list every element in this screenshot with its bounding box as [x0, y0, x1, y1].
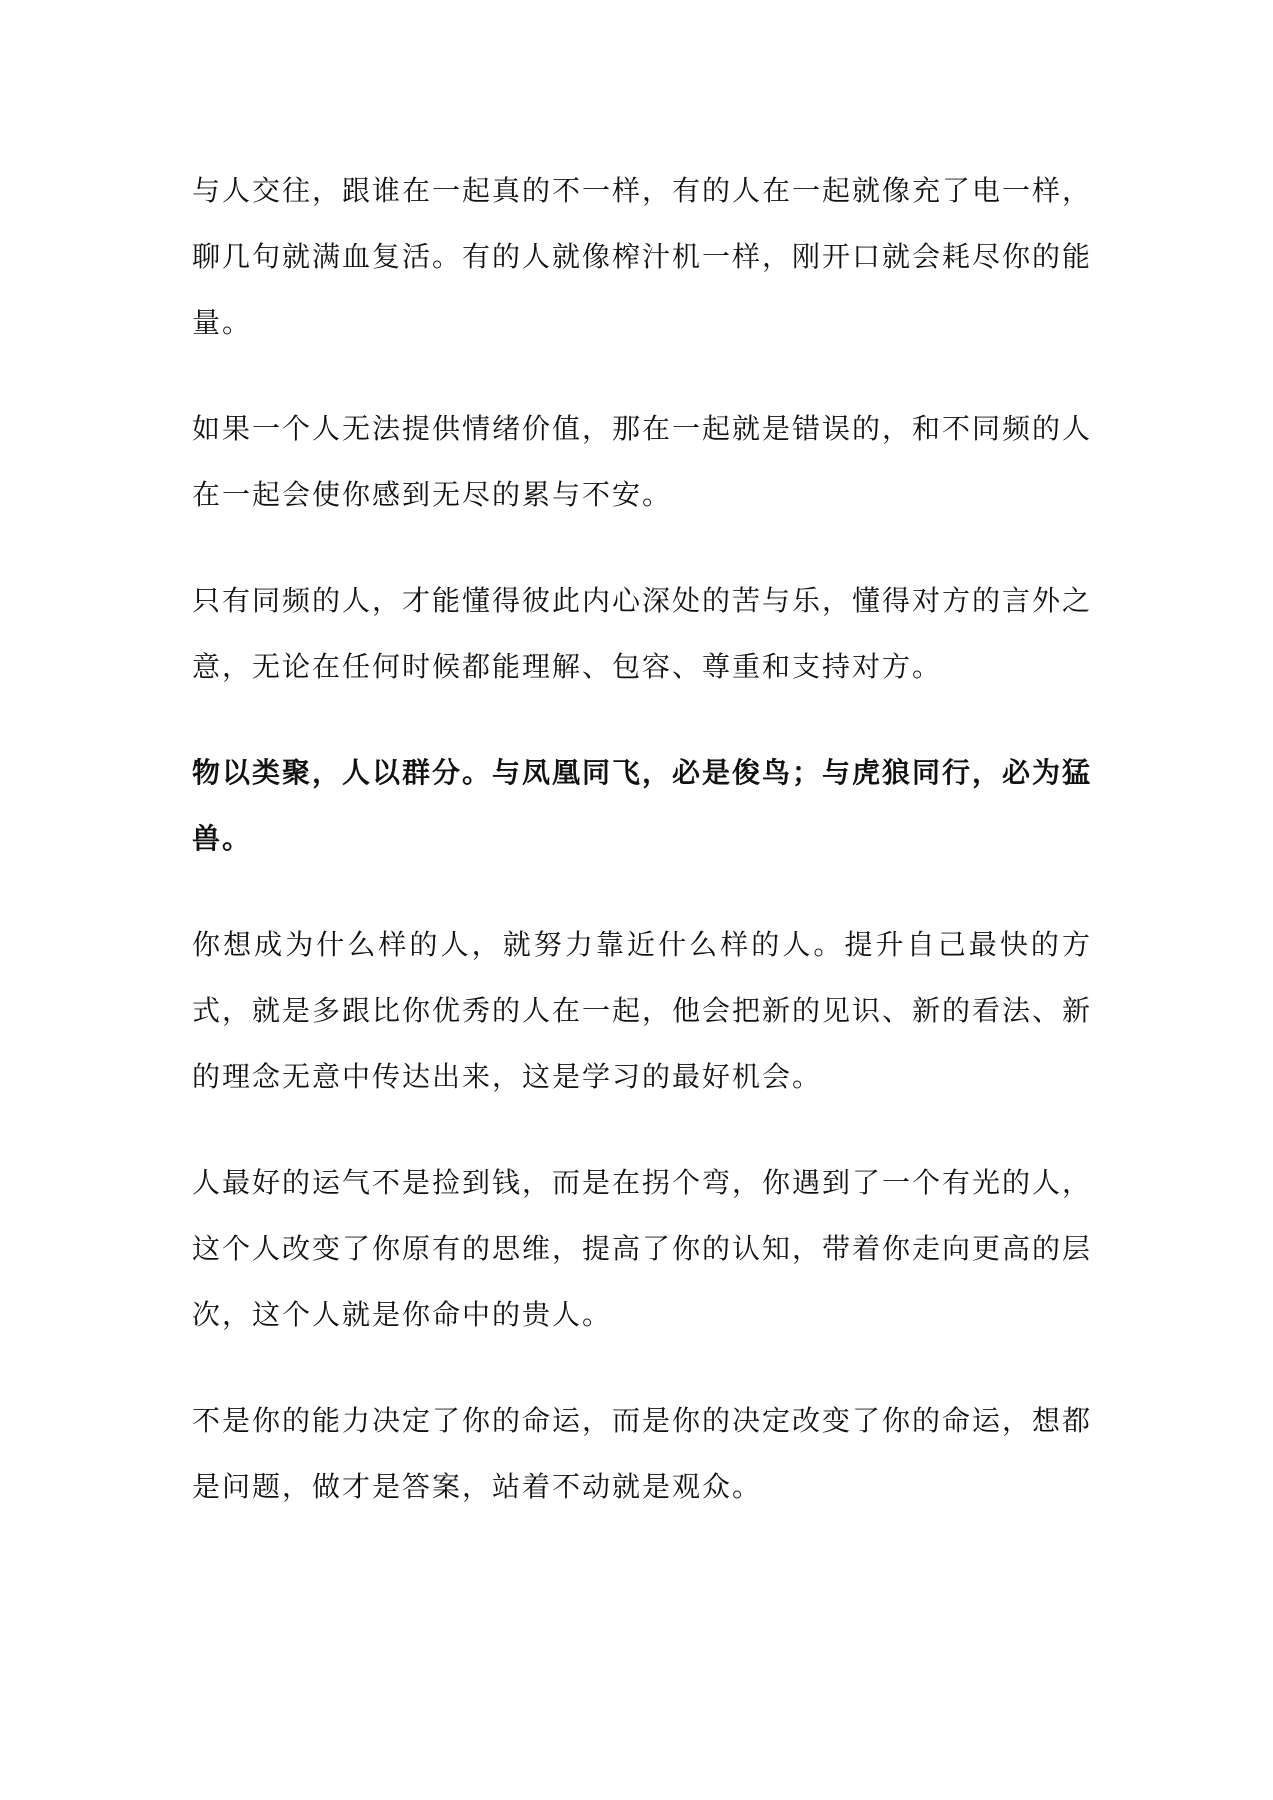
- paragraph-5: 你想成为什么样的人，就努力靠近什么样的人。提升自己最快的方式，就是多跟比你优秀的人在一起，他会把新的见识、新的看法、新的理念无意中传达出来，这是学习的最好机会。: [192, 928, 1093, 1093]
- document-body: [192, 158, 1092, 1560]
- paragraph-3: 只有同频的人，才能懂得彼此内心深处的苦与乐，懂得对方的言外之意，无论在任何时候都能理解、包容、尊重和支持对方。: [192, 584, 1093, 683]
- paragraph-2: 如果一个人无法提供情绪价值，那在一起就是错误的，和不同频的人在一起会使你感到无尽的累与不安。: [192, 412, 1093, 511]
- paragraph-6: 人最好的运气不是捡到钱，而是在拐个弯，你遇到了一个有光的人，这个人改变了你原有的思维，提高了你的认知，带着你走向更高的层次，这个人就是你命中的贵人。: [192, 1166, 1093, 1331]
- paragraph-1: 与人交往，跟谁在一起真的不一样，有的人在一起就像充了电一样，聊几句就满血复活。有的人就像榨汁机一样，刚开口就会耗尽你的能量。: [192, 174, 1093, 339]
- paragraph-4-emphasis: 物以类聚，人以群分。与凤凰同飞，必是俊鸟；与虎狼同行，必为猛兽。: [192, 756, 1093, 855]
- paragraph-7: 不是你的能力决定了你的命运，而是你的决定改变了你的命运，想都是问题，做才是答案，站着不动就是观众。: [192, 1404, 1093, 1503]
